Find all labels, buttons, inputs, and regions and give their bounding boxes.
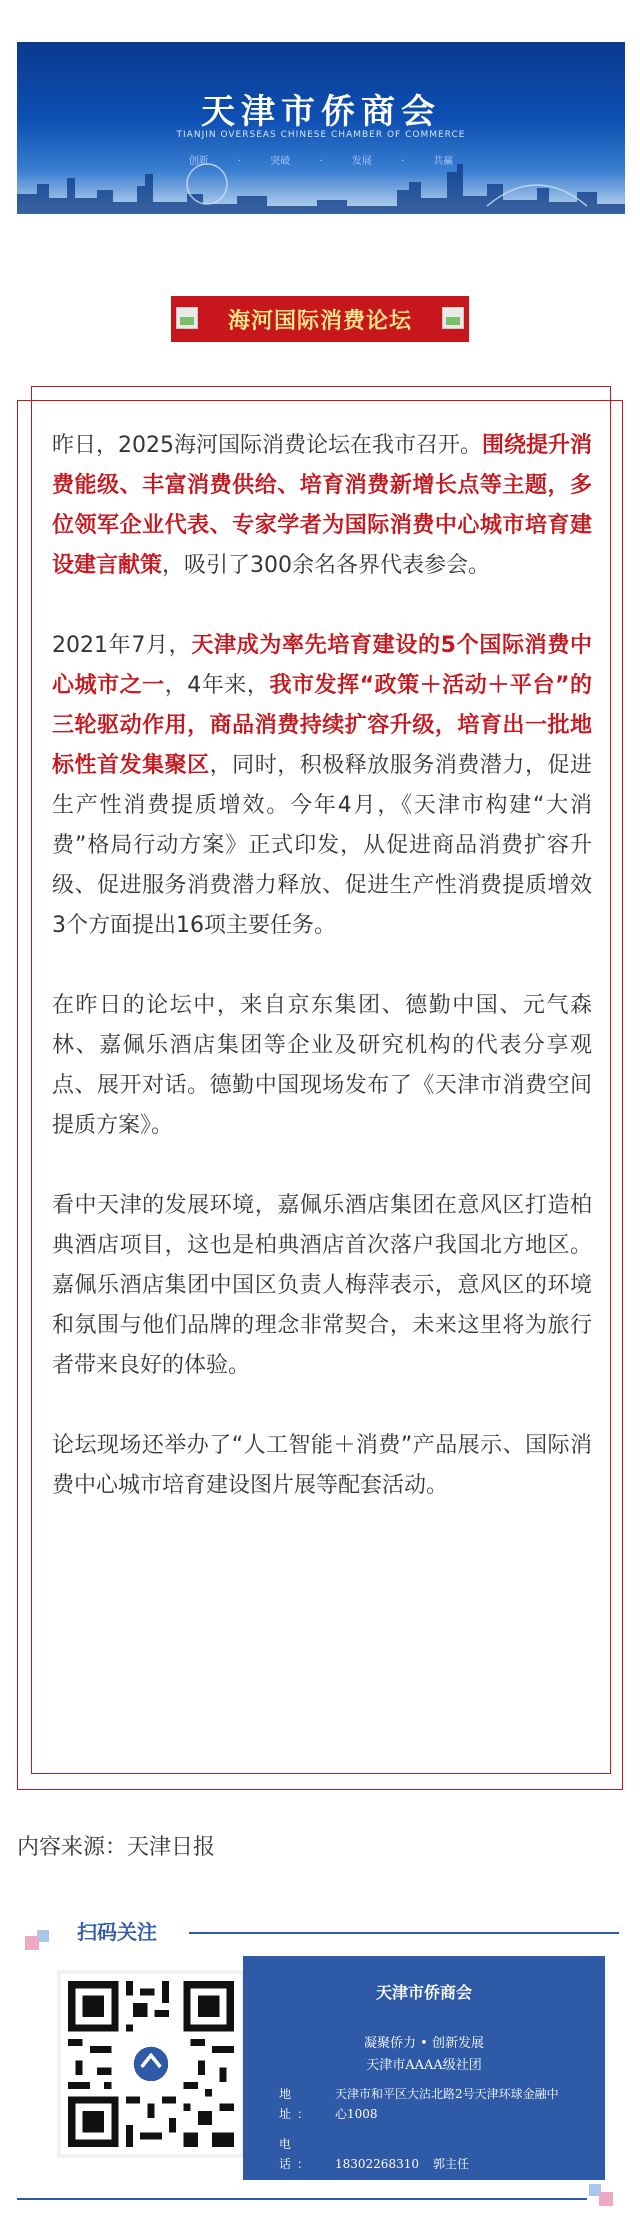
image-placeholder-icon [176, 307, 198, 329]
phone-row [279, 2134, 469, 2174]
address-row [279, 2084, 579, 2124]
scan-follow-title: 扫码关注 [77, 1920, 157, 1944]
banner-subtitle: TIANJIN OVERSEAS CHINESE CHAMBER OF COMMERCE [176, 130, 466, 140]
text-run: ，吸引了300余名各界代表参会。 [162, 553, 491, 578]
section-title-banner [171, 296, 469, 342]
article-body [52, 426, 592, 1546]
qr-code[interactable] [57, 1970, 245, 2158]
address-label: 地 址： [279, 2087, 316, 2121]
banner-slogans: 创新 · 突破 · 发展 · 共赢 [188, 156, 454, 167]
contact-person: 郭主任 [432, 2157, 469, 2171]
paragraph-3: 在昨日的论坛中，来自京东集团、德勤中国、元气森林、嘉佩乐酒店集团等企业及研究机构的代表分享观点、展开对话。德勤中国现场发布了《天津市消费空间提质方案》。 [52, 993, 592, 1138]
follow-card [17, 1910, 623, 2210]
text-run: 2021年7月， [52, 633, 192, 658]
header-banner [17, 42, 625, 214]
org-info-panel [243, 1956, 605, 2180]
phone-value[interactable]: 18302268310 [335, 2157, 419, 2171]
decor-square [599, 2192, 613, 2206]
phone-label: 电 话： [279, 2137, 316, 2171]
text-run: 昨日，2025海河国际消费论坛在我市召开。 [52, 433, 482, 458]
qr-code-icon [61, 1974, 241, 2154]
highlight-text: 我市发挥“政策＋活动＋平台”的三轮驱动作用，商品消费持续扩容升级，培育出一批地标性首发集聚区 [52, 673, 592, 778]
org-grade: 天津市AAAA级社团 [366, 2058, 482, 2073]
paragraph-5: 论坛现场还举办了“人工智能＋消费”产品展示、国际消费中心城市培育建设图片展等配套活动。 [52, 1433, 592, 1498]
highlight-text: 围绕提升消费能级、丰富消费供给、培育消费新增长点等主题，多位领军企业代表、专家学者为国际消费中心城市培育建设建言献策 [52, 433, 593, 578]
address-value: 天津市和平区大沽北路2号天津环球金融中心1008 [335, 2087, 559, 2121]
image-placeholder-icon [442, 307, 464, 329]
divider [189, 1932, 619, 1934]
decor-square [25, 1936, 39, 1950]
divider [17, 2198, 587, 2200]
paragraph-2 [52, 626, 592, 946]
org-slogan: 凝聚侨力 • 创新发展 [364, 2036, 484, 2051]
content-source: 内容来源：天津日报 [17, 1835, 216, 1860]
highlight-text: 天津成为率先培育建设的5个国际消费中心城市之一 [52, 633, 592, 698]
org-name: 天津市侨商会 [375, 1983, 472, 2002]
text-run: ，4年来， [164, 673, 270, 698]
paragraph-4: 看中天津的发展环境，嘉佩乐酒店集团在意风区打造柏典酒店项目，这也是柏典酒店首次落户我国北方地区。嘉佩乐酒店集团中国区负责人梅萍表示，意风区的环境和氛围与他们品牌的理念非常契合，未来这里将为旅行者带来良好的体验。 [52, 1193, 592, 1378]
city-skyline-graphic [17, 154, 625, 214]
paragraph-1 [52, 426, 592, 586]
text-run: ，同时，积极释放服务消费潜力，促进生产性消费提质增效。今年4月，《天津市构建“大消费”格局行动方案》正式印发，从促进商品消费扩容升级、促进服务消费潜力释放、促进生产性消费提质增效3个方面提出16项主要任务。 [52, 753, 592, 938]
banner-title: 天津市侨商会 [201, 92, 441, 132]
section-title-text: 海河国际消费论坛 [227, 308, 412, 334]
